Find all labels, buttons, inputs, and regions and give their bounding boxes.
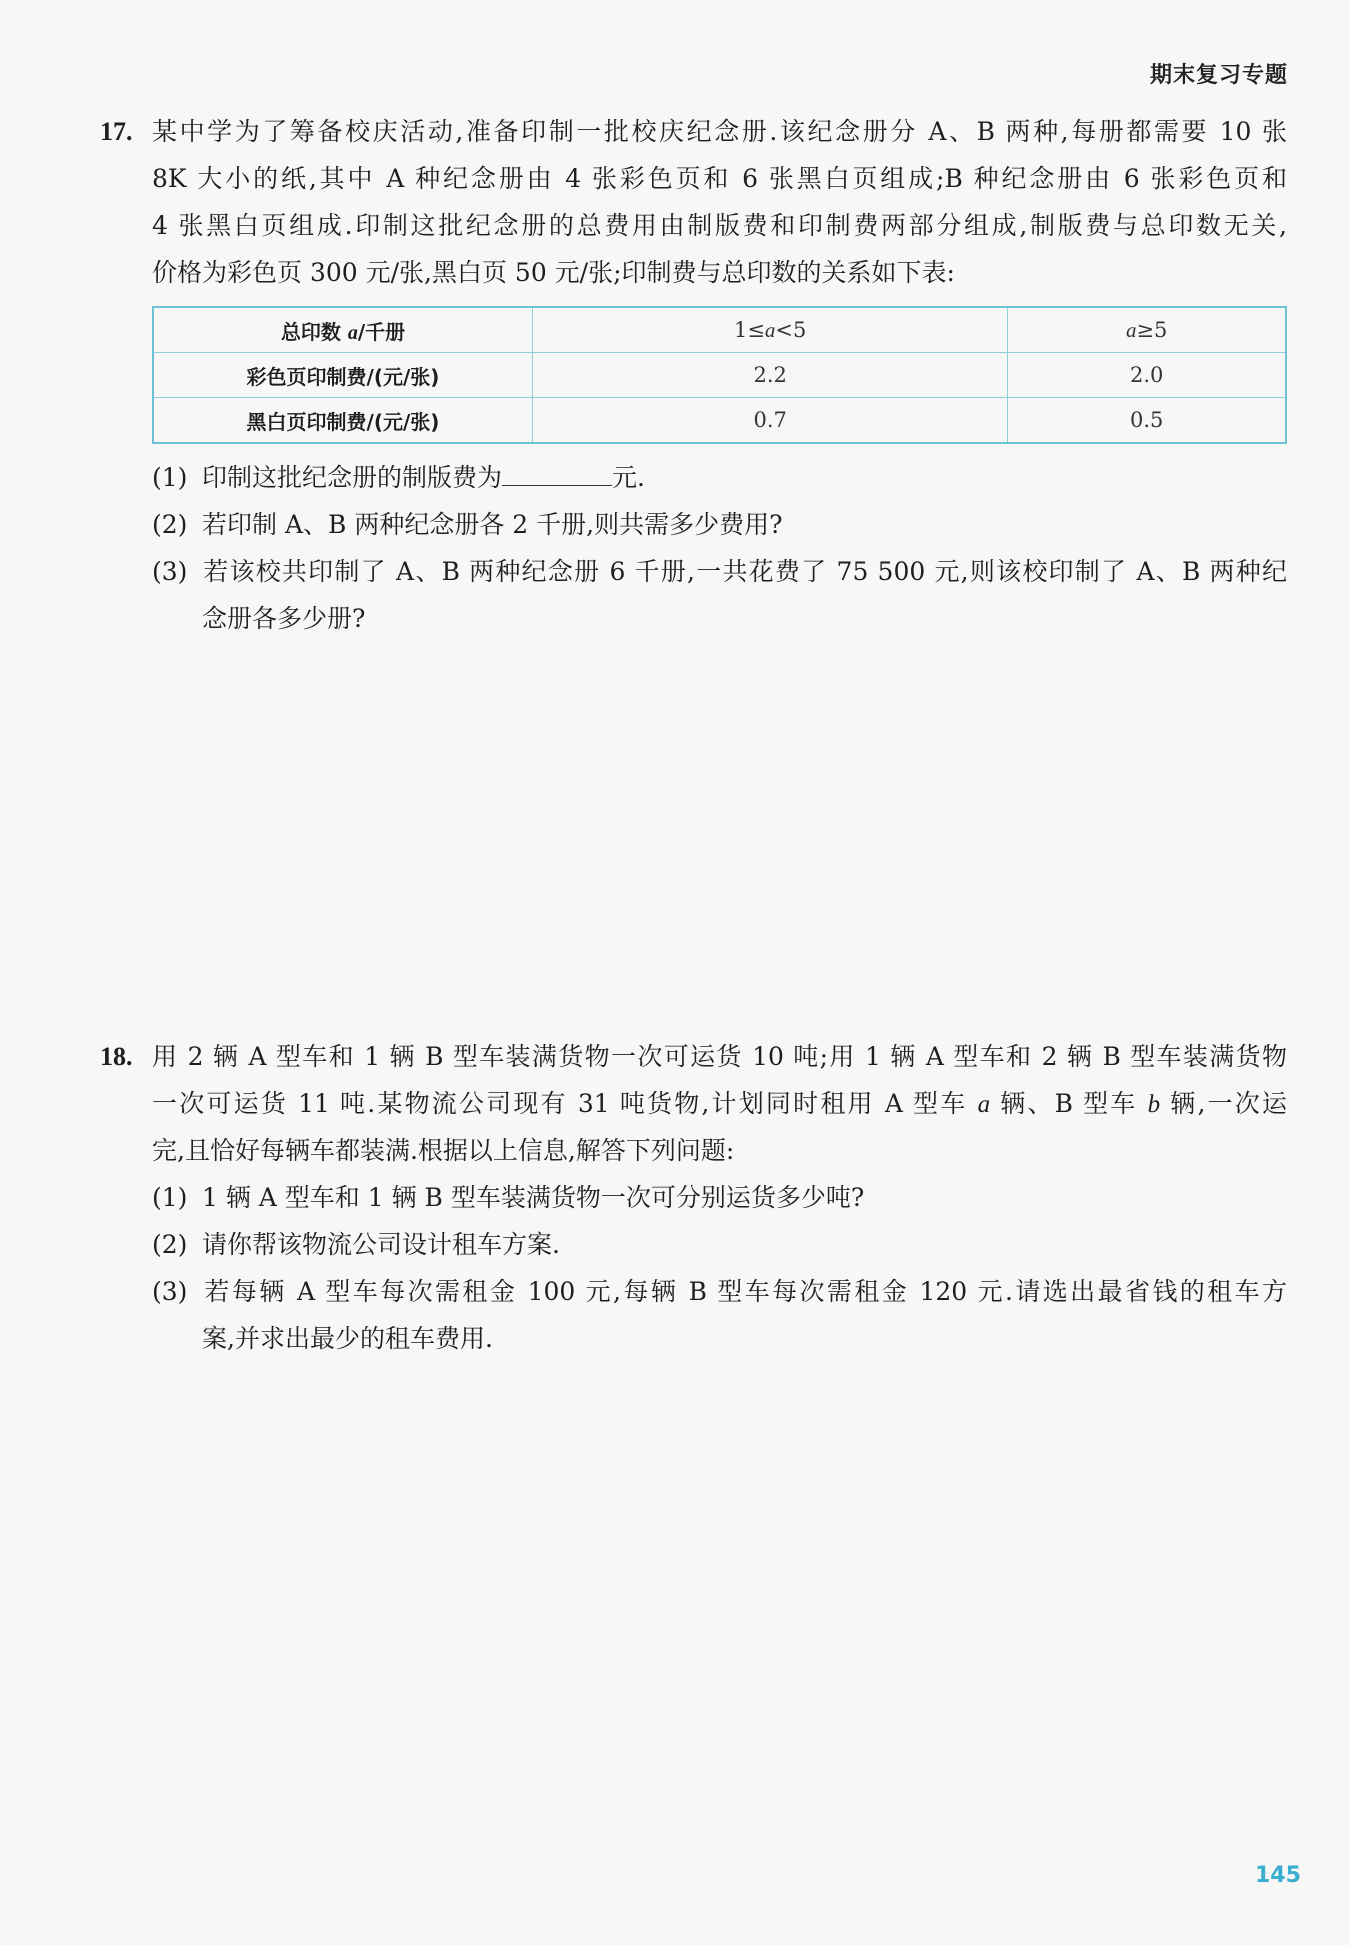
subquestion-1: (1) 印制这批纪念册的制版费为 元.	[152, 463, 645, 492]
problem-18-line-1: 18. 用 2 辆 A 型车和 1 辆 B 型车装满货物一次可运货 10 吨;用 1 辆 A 型车和 2 辆 B 型车装满货物	[152, 1033, 1287, 1080]
subquestion-1: (1) 1 辆 A 型车和 1 辆 B 型车装满货物一次可分别运货多少吨?	[152, 1183, 865, 1212]
subquestion-3: (3) 若每辆 A 型车每次需租金 100 元,每辆 B 型车每次需租金 120 元.请选出最省钱的租车方	[152, 1277, 1287, 1306]
table-header-cell: a≥5	[1008, 307, 1286, 353]
fee-table	[152, 306, 1287, 444]
table-row	[153, 398, 1286, 444]
problem-18-line-2: 一次可运货 11 吨.某物流公司现有 31 吨货物,计划同时租用 A 型车 a 辆、B 型车 b 辆,一次运	[152, 1089, 1287, 1118]
table-cell: 0.7	[533, 398, 1008, 444]
table-row	[153, 307, 1286, 353]
problem-17-line-3: 4 张黑白页组成.印制这批纪念册的总费用由制版费和印制费两部分组成,制版费与总印数无关,	[152, 211, 1287, 240]
subquestion-2: (2) 请你帮该物流公司设计租车方案.	[152, 1230, 560, 1259]
table-cell: 0.5	[1008, 398, 1286, 444]
problem-number: 17.	[100, 117, 133, 146]
problem-18-subquestions	[152, 1174, 1287, 1362]
table-header-cell: 1≤a<5	[533, 307, 1008, 353]
subquestion-3-continued: 念册各多少册?	[202, 604, 366, 633]
problem-17-line-1: 17. 某中学为了筹备校庆活动,准备印制一批校庆纪念册.该纪念册分 A、B 两种,每册都需要 10 张	[152, 108, 1287, 155]
table-cell: 2.2	[533, 353, 1008, 398]
subquestion-3-continued: 案,并求出最少的租车费用.	[202, 1324, 493, 1353]
table-row-label: 彩色页印制费/(元/张)	[153, 353, 533, 398]
page-number: 145	[1255, 1863, 1301, 1888]
answer-blank	[502, 461, 612, 486]
problem-18	[0, 1033, 1350, 1362]
problem-18-line-3: 完,且恰好每辆车都装满.根据以上信息,解答下列问题:	[152, 1136, 735, 1165]
subquestion-2: (2) 若印制 A、B 两种纪念册各 2 千册,则共需多少费用?	[152, 510, 783, 539]
table-row-label: 黑白页印制费/(元/张)	[153, 398, 533, 444]
problem-number: 18.	[100, 1042, 133, 1071]
table-header-cell: 总印数 a/千册	[153, 307, 533, 353]
subquestion-3: (3) 若该校共印制了 A、B 两种纪念册 6 千册,一共花费了 75 500 元,则该校印制了 A、B 两种纪	[152, 557, 1287, 586]
problem-17-line-2: 8K 大小的纸,其中 A 种纪念册由 4 张彩色页和 6 张黑白页组成;B 种纪念册由 6 张彩色页和	[152, 164, 1287, 193]
table-cell: 2.0	[1008, 353, 1286, 398]
problem-17	[0, 108, 1350, 642]
problem-17-line-4: 价格为彩色页 300 元/张,黑白页 50 元/张;印制费与总印数的关系如下表:	[152, 258, 955, 287]
table-row	[153, 353, 1286, 398]
problem-17-subquestions	[152, 454, 1287, 642]
section-header: 期末复习专题	[1149, 63, 1288, 88]
